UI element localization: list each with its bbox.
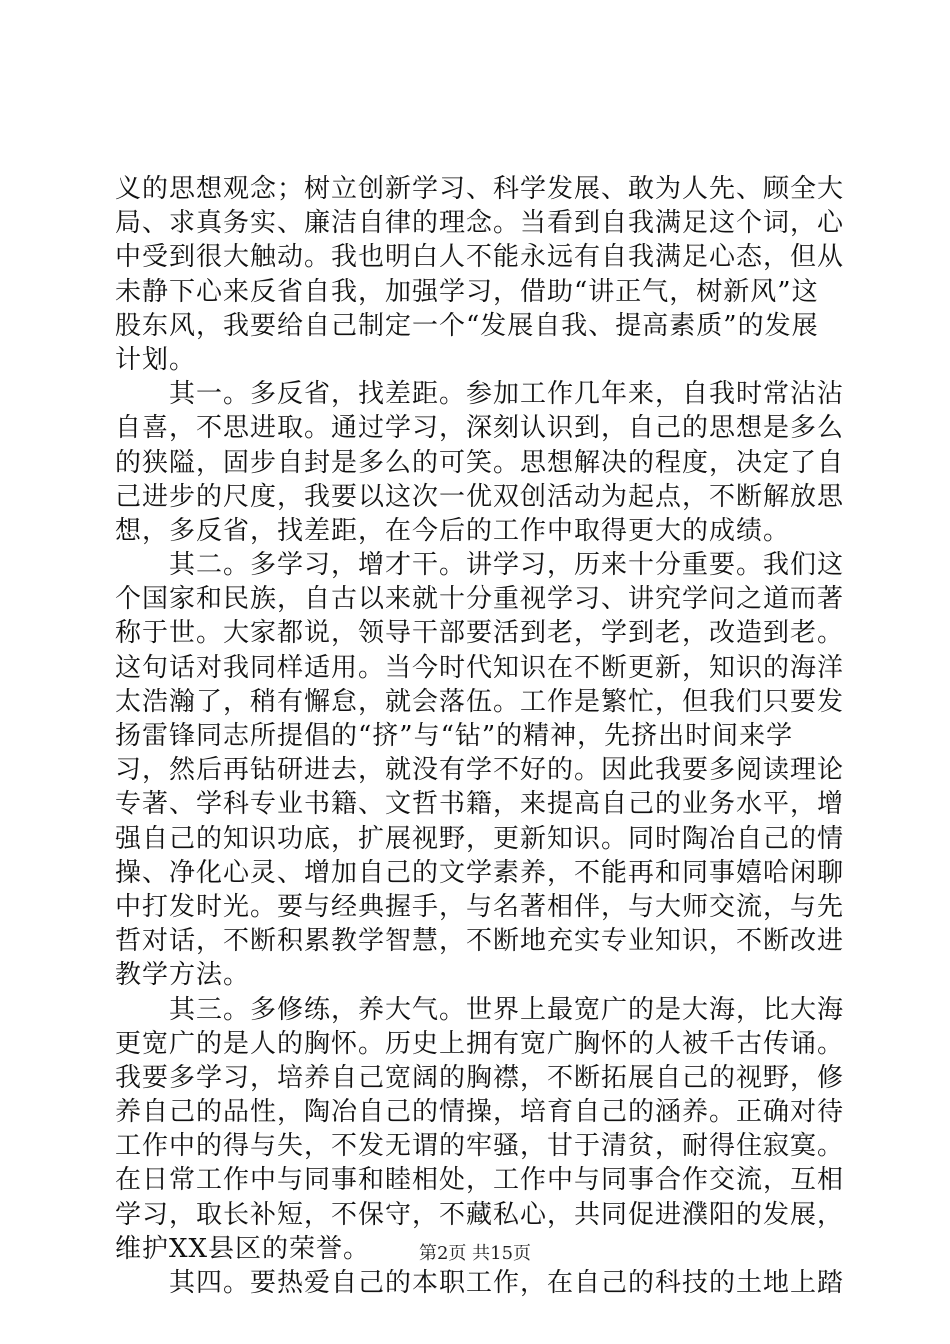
text-line: 太浩瀚了，稍有懈怠，就会落伍。工作是繁忙，但我们只要发: [115, 686, 845, 717]
text-line: 养自己的品性，陶冶自己的情操，培育自己的涵养。正确对待: [115, 1097, 845, 1128]
text-line: 这句话对我同样适用。当今时代知识在不断更新，知识的海洋: [115, 652, 845, 683]
text-line: 操、净化心灵、增加自己的文学素养，不能再和同事嬉哈闲聊: [115, 857, 845, 888]
text-line: 强自己的知识功底，扩展视野，更新知识。同时陶冶自己的情: [115, 823, 845, 854]
document-body: [115, 172, 845, 1300]
text-line: 扬雷锋同志所提倡的“挤”与“钻”的精神，先挤出时间来学: [115, 721, 794, 751]
paragraph-4-start: 其四。要热爱自己的本职工作，在自己的科技的土地上踏: [115, 1268, 845, 1298]
text-line: 己进步的尺度，我要以这次一优双创活动为起点，不断解放思: [115, 481, 845, 512]
text-line: 局、求真务实、廉洁自律的理念。当看到自我满足这个词，心: [115, 208, 845, 239]
text-line: 的狭隘，固步自封是多么的可笑。思想解决的程度，决定了自: [115, 447, 845, 478]
page-number-footer: 第2页 共15页: [418, 1243, 532, 1264]
text-line: 专著、学科专业书籍、文哲书籍，来提高自己的业务水平，增: [115, 789, 845, 820]
text-line: 学习，取长补短，不保守，不藏私心，共同促进濮阳的发展，: [115, 1199, 845, 1230]
text-line: 哲对话，不断积累教学智慧，不断地充实专业知识，不断改进: [115, 926, 845, 957]
text-line: 个国家和民族，自古以来就十分重视学习、讲究学问之道而著: [115, 584, 845, 615]
text-line: 自喜，不思进取。通过学习，深刻认识到，自己的思想是多么: [115, 413, 845, 444]
text-line: 我要多学习，培养自己宽阔的胸襟，不断拓展自己的视野，修: [115, 1062, 845, 1093]
text-line: 教学方法。: [115, 960, 251, 991]
text-line: 想，多反省，找差距，在今后的工作中取得更大的成绩。: [115, 515, 791, 546]
text-line: 在日常工作中与同事和睦相处，工作中与同事合作交流，互相: [115, 1165, 845, 1196]
text-line: 习，然后再钻研进去，就没有学不好的。因此我要多阅读理论: [115, 755, 845, 786]
paragraph-1-start: 其一。多反省，找差距。参加工作几年来，自我时常沾沾: [115, 379, 845, 410]
text-line: 维护XX县区的荣誉。: [115, 1233, 371, 1264]
paragraph-2-start: 其二。多学习，增才干。讲学习，历来十分重要。我们这: [115, 550, 845, 581]
text-line: 未静下心来反省自我，加强学习，借助“讲正气，树新风”这: [115, 276, 819, 307]
text-line: 称于世。大家都说，领导干部要活到老，学到老，改造到老。: [115, 618, 845, 649]
text-line: 更宽广的是人的胸怀。历史上拥有宽广胸怀的人被千古传诵。: [115, 1028, 845, 1059]
text-line: 中受到很大触动。我也明白人不能永远有自我满足心态，但从: [115, 242, 845, 273]
paragraph-3-start: 其三。多修练，养大气。世界上最宽广的是大海，比大海: [115, 994, 845, 1025]
text-line: 工作中的得与失，不发无谓的牢骚，甘于清贫，耐得住寂寞。: [115, 1131, 845, 1162]
text-line: 中打发时光。要与经典握手，与名著相伴，与大师交流，与先: [115, 891, 845, 922]
text-line: 计划。: [115, 344, 197, 375]
text-line: 股东风，我要给自己制定一个“发展自我、提高素质”的发展: [115, 310, 819, 341]
text-line: 义的思想观念；树立创新学习、科学发展、敢为人先、顾全大: [115, 174, 845, 204]
